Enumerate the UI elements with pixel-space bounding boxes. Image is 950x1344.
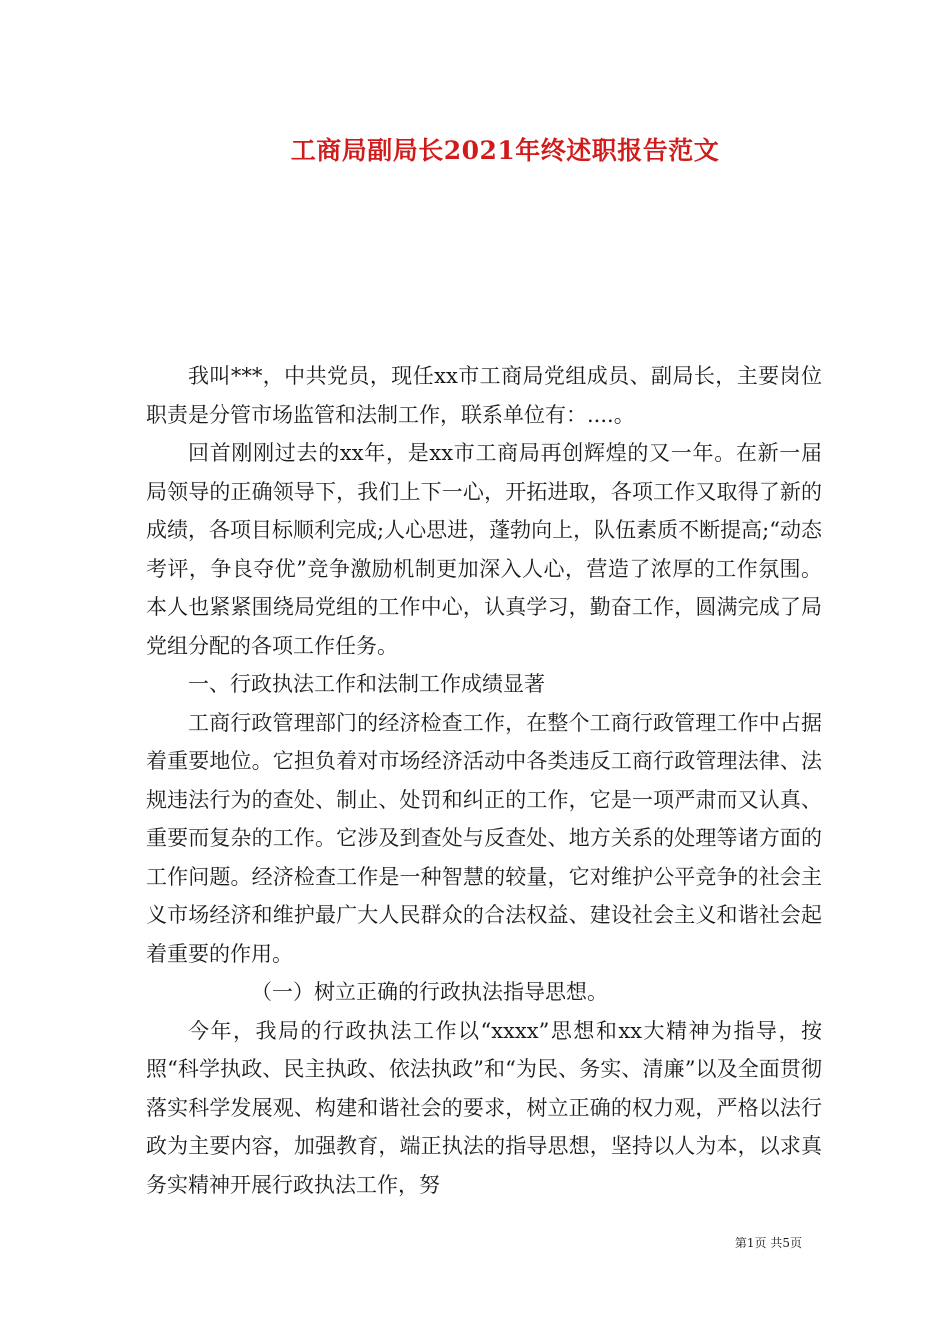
paragraph-guiding-thought: 今年，我局的行政执法工作以“xxxx”思想和xx大精神为指导，按照“科学执政、民主执政、依法执政”和“为民、务实、清廉”以及全面贯彻落实科学发展观、构建和谐社会的要求，树立正确的权力观，严格以法行政为主要内容，加强教育，端正执法的指导思想，坚持以人为本，以求真务实精神开展行政执法工作，努	[146, 1018, 822, 1197]
paragraph-review: 回首刚刚过去的xx年，是xx市工商局再创辉煌的又一年。在新一届局领导的正确领导下，我们上下一心，开拓进取，各项工作又取得了新的成绩，各项目标顺利完成;人心思进，蓬勃向上，队伍素质不断提高;“动态考评，争良夺优”竞争激励机制更加深入人心，营造了浓厚的工作氛围。本人也紧紧围绕局党组的工作中心，认真学习，勤奋工作，圆满完成了局党组分配的各项工作任务。	[146, 441, 822, 658]
page-number: 第1页 共5页	[734, 1236, 802, 1250]
document-title: 工商局副局长2021年终述职报告范文	[290, 136, 720, 165]
subsection-heading-1: （一）树立正确的行政执法指导思想。	[251, 980, 608, 1004]
document-body	[146, 357, 822, 1204]
paragraph-intro: 我叫***，中共党员，现任xx市工商局党组成员、副局长，主要岗位职责是分管市场监管和法制工作，联系单位有：....。	[146, 364, 822, 427]
section-heading-1: 一、行政执法工作和法制工作成绩显著	[188, 672, 545, 696]
paragraph-economic-inspection: 工商行政管理部门的经济检查工作，在整个工商行政管理工作中占据着重要地位。它担负着对市场经济活动中各类违反工商行政管理法律、法规违法行为的查处、制止、处罚和纠正的工作，它是一项严肃而又认真、重要而复杂的工作。它涉及到查处与反查处、地方关系的处理等诸方面的工作问题。经济检查工作是一种智慧的较量，它对维护公平竞争的社会主义市场经济和维护最广大人民群众的合法权益、建设社会主义和谐社会起着重要的作用。	[146, 710, 822, 966]
